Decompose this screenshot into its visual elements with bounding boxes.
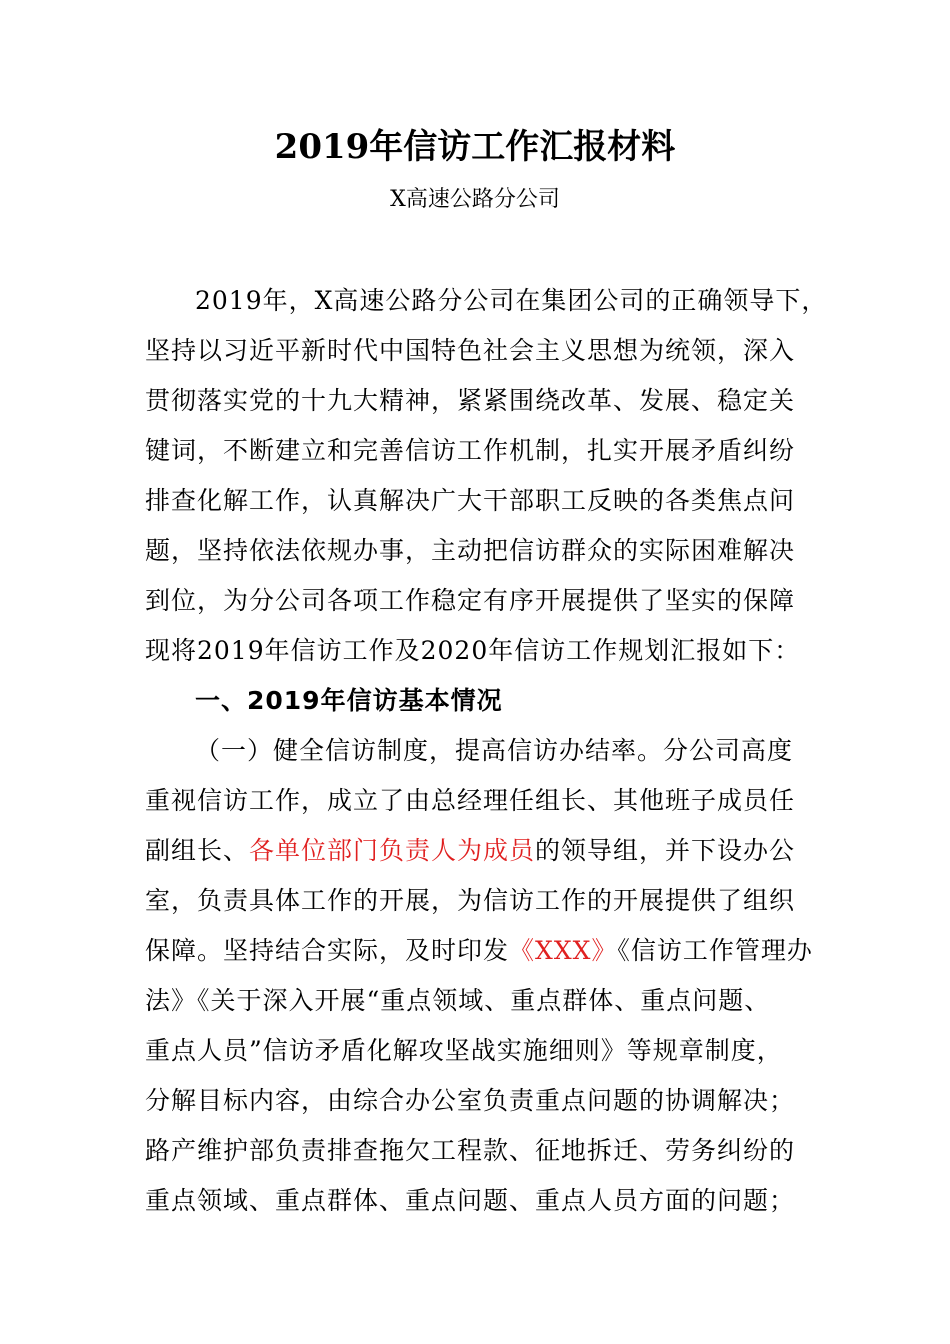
paragraph-line [145, 826, 805, 876]
intro-line: 贯彻落实党的十九大精神，紧紧围绕改革、发展、稳定关 [145, 386, 796, 415]
paragraph-line: 室，负责具体工作的开展，为信访工作的开展提供了组织 [145, 886, 796, 915]
intro-paragraph [145, 276, 828, 676]
paragraph-line: 重点人员”信访矛盾化解攻坚战实施细则》等规章制度， [145, 1036, 783, 1065]
intro-line: 题，坚持依法依规办事，主动把信访群众的实际困难解决 [145, 536, 796, 565]
intro-line: 键词，不断建立和完善信访工作机制，扎实开展矛盾纠纷 [145, 436, 796, 465]
text-run: 《信访工作管理办 [617, 936, 813, 965]
highlighted-text: 各单位部门负责人为成员 [249, 836, 536, 865]
document-title: 2019年信访工作汇报材料 [274, 127, 676, 167]
intro-line: 现将2019年信访工作及2020年信访工作规划汇报如下： [145, 636, 801, 665]
text-run: 保障。坚持结合实际，及时印发 [145, 936, 510, 965]
highlighted-text: 《XXX》 [509, 936, 618, 965]
paragraph-line: 路产维护部负责排查拖欠工程款、征地拆迁、劳务纠纷的 [145, 1136, 796, 1165]
paragraph-line [145, 926, 813, 976]
paragraph-line: （一）健全信访制度，提高信访办结率。分公司高度 [195, 736, 794, 765]
paragraph-line: 重点领域、重点群体、重点问题、重点人员方面的问题； [145, 1186, 796, 1215]
text-run: 副组长、 [145, 836, 250, 865]
paragraph-line: 重视信访工作，成立了由总经理任组长、其他班子成员任 [145, 786, 796, 815]
intro-line: 2019年，X高速公路分公司在集团公司的正确领导下， [195, 286, 828, 315]
section-1 [145, 676, 813, 1226]
paragraph-line: 法》《关于深入开展“重点领域、重点群体、重点问题、 [145, 986, 771, 1015]
paragraph-line: 分解目标内容，由综合办公室负责重点问题的协调解决； [145, 1086, 796, 1115]
intro-line: 排查化解工作，认真解决广大干部职工反映的各类焦点问 [145, 486, 796, 515]
document-subtitle: X高速公路分公司 [390, 187, 560, 212]
section-heading: 一、2019年信访基本情况 [195, 686, 503, 715]
intro-line: 到位，为分公司各项工作稳定有序开展提供了坚实的保障 [145, 586, 796, 615]
text-run: 的领导组，并下设办公 [535, 836, 796, 865]
intro-line: 坚持以习近平新时代中国特色社会主义思想为统领，深入 [145, 336, 796, 365]
